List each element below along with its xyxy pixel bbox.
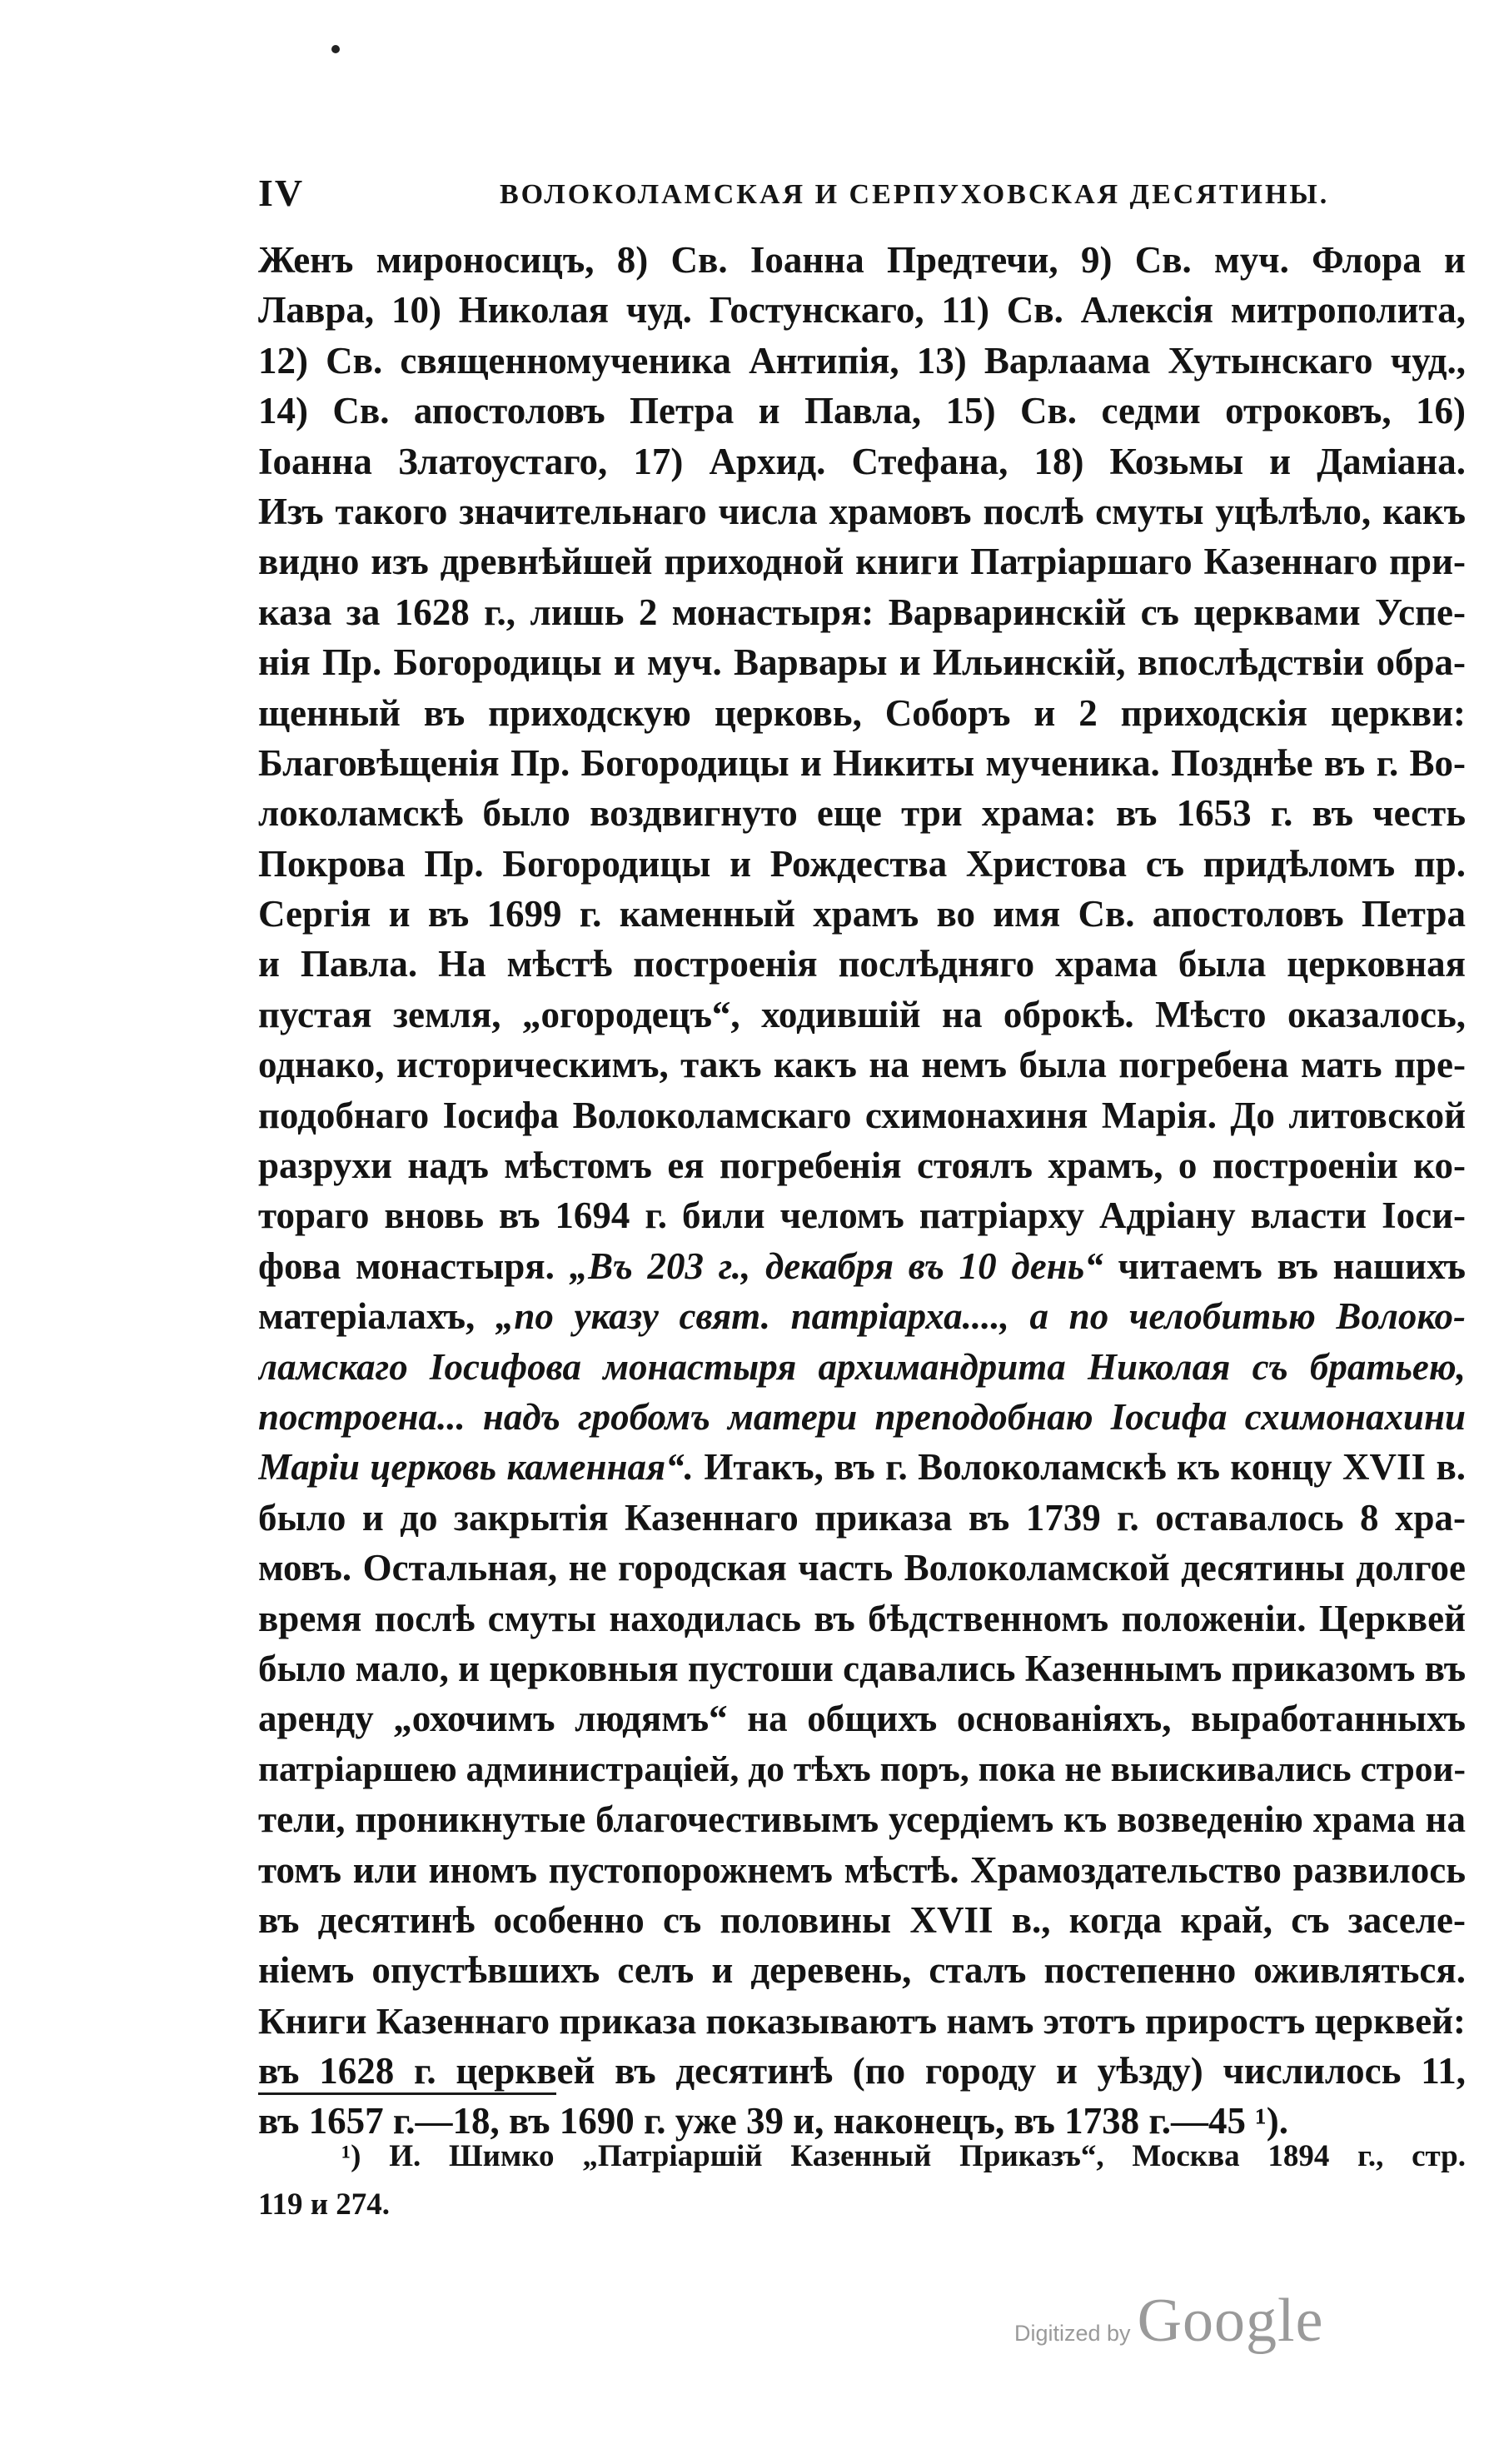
quote-italic: „Въ 203 г., декабря въ 10 день“	[569, 1244, 1103, 1287]
text-line: Благовѣщенія Пр. Богородицы и Никиты мученика. Позднѣе въ г. Во-	[258, 741, 1466, 784]
text-line: локоламскѣ было воздвигнуто еще три храма: въ 1653 г. въ честь	[258, 792, 1466, 835]
text-line: Покрова Пр. Богородицы и Рождества Христова съ придѣломъ пр.	[258, 842, 1466, 885]
ink-speck	[331, 45, 340, 53]
text-line: тели, проникнутые благочестивымъ усердіемъ къ возведенію храма на	[258, 1798, 1466, 1841]
text-line: видно изъ древнѣйшей приходной книги Патріаршаго Казеннаго при-	[258, 541, 1466, 583]
text-line: въ 1628 г. церквей въ десятинѣ (по городу и уѣзду) числилось 11,	[258, 2050, 1466, 2092]
text-line: ніемъ опустѣвшихъ селъ и деревень, сталъ постепенно оживляться.	[258, 1949, 1466, 1992]
text-line: тораго вновь въ 1694 г. били челомъ патріарху Адріану власти Іоси-	[258, 1195, 1466, 1237]
text-line: мовъ. Остальная, не городская часть Волоколамской десятины долгое	[258, 1547, 1466, 1589]
text-line: пустая земля, „огородецъ“, ходившій на оброкѣ. Мѣсто оказалось,	[258, 993, 1466, 1035]
text-line-mixed	[258, 1291, 1466, 1341]
text-segment: фова монастыря.	[258, 1244, 555, 1287]
page-header	[258, 171, 1466, 221]
text-segment: Итакъ, въ г. Волоколамскѣ къ концу XVII в.	[704, 1446, 1466, 1489]
text-line: патріаршею администраціей, до тѣхъ поръ, пока не выискивались строи-	[258, 1748, 1466, 1789]
text-line: аренду „охочимъ людямъ“ на общихъ основаніяхъ, выработанныхъ	[258, 1698, 1466, 1740]
footnote-line: ¹) И. Шимко „Патріаршій Казенный Приказъ“, Москва 1894 г., стр.	[341, 2139, 1466, 2173]
text-line: томъ или иномъ пустопорожнемъ мѣстѣ. Храмоздательство развилось	[258, 1848, 1466, 1891]
page-number: IV	[258, 172, 305, 214]
text-line-mixed	[258, 1241, 1466, 1291]
text-line: щенный въ приходскую церковь, Соборъ и 2 приходскія церкви:	[258, 691, 1466, 734]
text-line: Іоанна Златоустаго, 17) Архид. Стефана, 18) Козьмы и Даміана.	[258, 440, 1466, 482]
text-line-italic: ламскаго Іосифова монастыря архимандрита Николая съ братьею,	[258, 1345, 1466, 1388]
text-line: время послѣ смуты находилась въ бѣдственномъ положеніи. Церквей	[258, 1597, 1466, 1639]
text-line: однако, историческимъ, такъ какъ на немъ была погребена мать пре-	[258, 1044, 1466, 1086]
text-line: 12) Св. священномученика Антипія, 13) Варлаама Хутынскаго чуд.,	[258, 339, 1466, 382]
digitized-watermark	[1014, 2286, 1324, 2355]
text-line: было мало, и церковныя пустоши сдавались Казеннымъ приказомъ въ	[258, 1647, 1466, 1689]
text-segment: матеріалахъ,	[258, 1295, 476, 1338]
text-line: Сергія и въ 1699 г. каменный храмъ во имя Св. апостоловъ Петра	[258, 893, 1466, 935]
footnote-divider	[258, 2092, 556, 2095]
google-logo: Google	[1137, 2287, 1324, 2355]
text-line: подобнаго Іосифа Волоколамскаго схимонахиня Марія. До литовской	[258, 1094, 1466, 1136]
text-line: Лавра, 10) Николая чуд. Гостунскаго, 11) Св. Алексія митрополита,	[258, 289, 1466, 332]
text-line: и Павла. На мѣстѣ построенія послѣдняго храма была церковная	[258, 943, 1466, 985]
text-line: Изъ такого значительнаго числа храмовъ послѣ смуты уцѣлѣло, какъ	[258, 490, 1466, 532]
text-segment: читаемъ въ нашихъ	[1118, 1244, 1466, 1287]
text-line: было и до закрытія Казеннаго приказа въ 1739 г. оставалось 8 хра-	[258, 1496, 1466, 1539]
watermark-caption: Digitized by	[1014, 2321, 1131, 2346]
text-line: въ 1657 г.—18, въ 1690 г. уже 39 и, наконецъ, въ 1738 г.—45 ¹).	[258, 2100, 1288, 2142]
quote-italic: „по указу свят. патріарха...., а по челобитью Волоко-	[495, 1295, 1466, 1338]
text-line: нія Пр. Богородицы и муч. Варвары и Ильинскій, впослѣдствіи обра-	[258, 641, 1466, 684]
text-line: въ десятинѣ особенно съ половины XVII в., когда край, съ заселе-	[258, 1898, 1466, 1941]
text-line: Женъ мироносицъ, 8) Св. Іоанна Предтечи, 9) Св. муч. Флора и	[258, 239, 1466, 281]
quote-italic: Маріи церковь каменная“.	[258, 1446, 694, 1489]
running-title: ВОЛОКОЛАМСКАЯ И СЕРПУХОВСКАЯ ДЕСЯТИНЫ.	[500, 179, 1330, 210]
text-line-italic: построена... надъ гробомъ матери преподобнаю Іосифа схимонахини	[258, 1395, 1466, 1438]
text-line-mixed	[258, 1442, 1466, 1492]
text-line: каза за 1628 г., лишь 2 монастыря: Варваринскій съ церквами Успе-	[258, 591, 1466, 633]
text-line: разрухи надъ мѣстомъ ея погребенія стоялъ храмъ, о построеніи ко-	[258, 1145, 1466, 1187]
body-text	[258, 235, 1466, 2147]
footnote-line: 119 и 274.	[258, 2187, 391, 2222]
text-line: 14) Св. апостоловъ Петра и Павла, 15) Св. седми отроковъ, 16)	[258, 390, 1466, 432]
text-line: Книги Казеннаго приказа показываютъ намъ этотъ приростъ церквей:	[258, 1999, 1466, 2042]
footnote	[258, 2132, 1466, 2229]
